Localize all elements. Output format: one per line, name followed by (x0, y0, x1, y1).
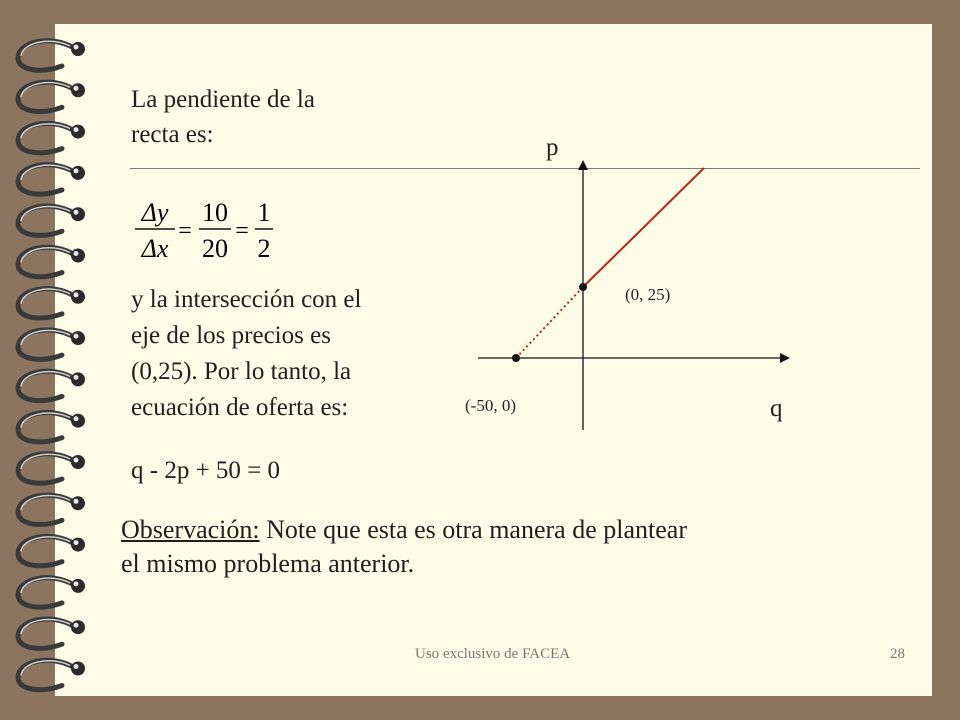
slope-formula (133, 195, 283, 265)
spiral-hole-shine (74, 581, 79, 586)
spiral-hole (71, 414, 85, 428)
footer-text: Uso exclusivo de FACEA (415, 646, 571, 662)
formula-eq2: = (235, 218, 249, 244)
x-axis-arrow (780, 353, 790, 363)
formula-den1: Δx (141, 234, 169, 263)
formula-den3: 2 (257, 234, 271, 263)
spiral-hole (71, 207, 85, 221)
spiral-hole-shine (74, 623, 79, 628)
formula-num1: Δy (141, 198, 169, 227)
observation (121, 513, 687, 581)
point-a-label: (0, 25) (625, 285, 671, 304)
spiral-ring (18, 41, 74, 70)
spiral-hole (71, 249, 85, 263)
spiral-hole (71, 538, 85, 552)
spiral-hole-shine (74, 127, 79, 132)
y-axis-arrow (578, 160, 588, 170)
spiral-ring (18, 619, 74, 648)
spiral-hole-shine (74, 540, 79, 545)
spiral-hole-shine (74, 416, 79, 421)
spiral-hole-shine (74, 499, 79, 504)
page-number: 28 (890, 646, 905, 662)
spiral-ring (18, 495, 74, 524)
intro-line-2: recta es: (131, 121, 214, 148)
spiral-hole-shine (74, 664, 79, 669)
spiral-hole-shine (74, 292, 79, 297)
spiral-ring (18, 578, 74, 607)
spiral-hole (71, 42, 85, 56)
spiral-ring (18, 206, 74, 235)
x-axis-label: q (770, 395, 783, 422)
spiral-ring (18, 371, 74, 400)
spiral-ring (18, 454, 74, 483)
point-b-label: (-50, 0) (465, 396, 516, 415)
spiral-hole-shine (74, 168, 79, 173)
spiral-ring (18, 123, 74, 152)
spiral-ring (18, 536, 74, 565)
spiral-hole (71, 372, 85, 386)
spiral-hole-shine (74, 210, 79, 215)
observation-text-1: Note que esta es otra manera de plantear (266, 515, 687, 544)
spiral-hole (71, 166, 85, 180)
formula-den2: 20 (202, 234, 228, 263)
spiral-hole (71, 125, 85, 139)
para-line-3: (0,25). Por lo tanto, la (131, 358, 352, 385)
supply-graph (460, 130, 820, 430)
spiral-hole-shine (74, 251, 79, 256)
spiral-hole (71, 331, 85, 345)
observation-text-2: el mismo problema anterior. (121, 549, 415, 578)
intro-text (131, 82, 315, 152)
spiral-hole-shine (74, 86, 79, 91)
spiral-hole-shine (74, 45, 79, 50)
spiral-hole (71, 290, 85, 304)
spiral-hole-shine (74, 375, 79, 380)
intersection-paragraph (131, 282, 361, 426)
spiral-hole (71, 455, 85, 469)
supply-equation: q - 2p + 50 = 0 (131, 457, 281, 484)
spiral-hole (71, 579, 85, 593)
para-line-4: ecuación de oferta es: (131, 394, 349, 421)
spiral-hole-shine (74, 334, 79, 339)
point-intercept-q (512, 354, 520, 362)
spiral-hole (71, 83, 85, 97)
spiral-ring (18, 247, 74, 276)
para-line-2: eje de los precios es (131, 322, 331, 349)
y-axis-label: p (546, 134, 559, 161)
formula-eq1: = (178, 218, 192, 244)
spiral-ring (18, 330, 74, 359)
spiral-hole (71, 662, 85, 676)
spiral-ring (18, 412, 74, 441)
spiral-ring (18, 660, 74, 689)
formula-num3: 1 (257, 198, 271, 227)
supply-line (583, 168, 704, 287)
formula-num2: 10 (202, 198, 228, 227)
intro-line-1: La pendiente de la (131, 86, 315, 113)
observation-label: Observación: (121, 515, 260, 544)
spiral-hole-shine (74, 458, 79, 463)
spiral-hole (71, 620, 85, 634)
spiral-ring (18, 82, 74, 111)
point-intercept-p (579, 283, 587, 291)
spiral-ring (18, 165, 74, 194)
extrapolated-line (516, 287, 583, 358)
spiral-ring (18, 289, 74, 318)
spiral-binding (0, 0, 110, 720)
para-line-1: y la intersección con el (131, 286, 362, 313)
spiral-hole (71, 496, 85, 510)
